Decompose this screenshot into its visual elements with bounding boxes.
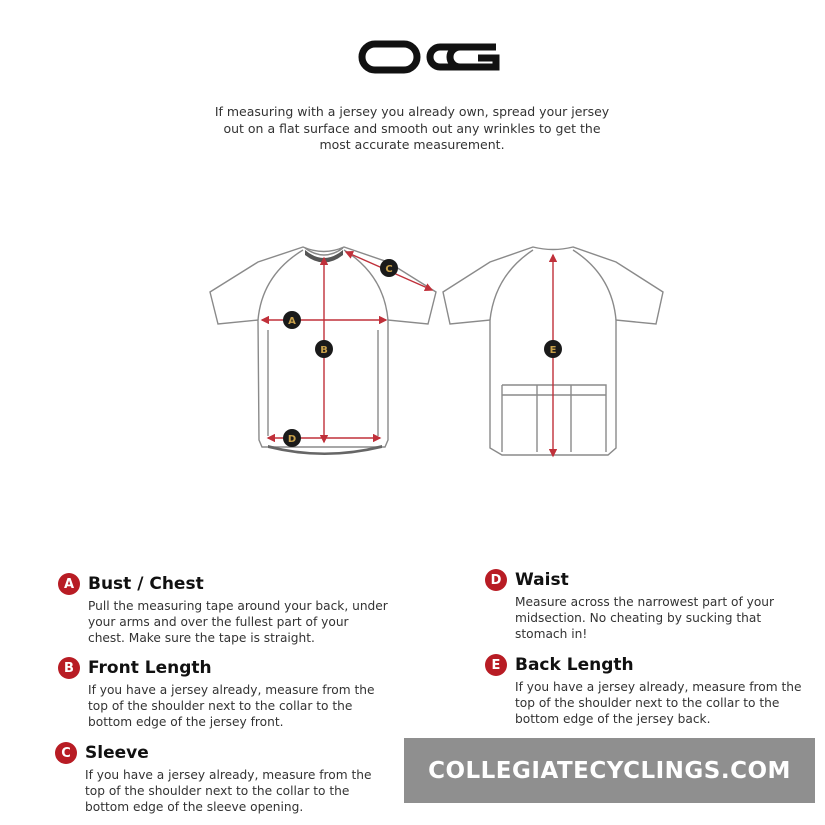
badge-a: A (58, 573, 80, 595)
measurement-desc: If you have a jersey already, measure from the top of the shoulder next to the collar to the bottom edge of the jersey front. (88, 683, 375, 729)
badge-c: C (55, 742, 77, 764)
measurement-desc: Pull the measuring tape around your back, under your arms and over the fullest part of your chest. Make sure the tape is straight. (88, 599, 388, 645)
marker-a: A (288, 316, 296, 327)
marker-d: D (287, 434, 297, 445)
measurement-title: Waist (515, 570, 569, 590)
measurement-waist (485, 569, 815, 642)
marker-e: E (549, 345, 557, 356)
measurement-desc: If you have a jersey already, measure from the top of the shoulder next to the collar to the bottom edge of the sleeve opening. (85, 768, 372, 814)
measurement-back-length (485, 654, 815, 727)
measurement-desc: If you have a jersey already, measure from the top of the shoulder next to the collar to the bottom edge of the jersey back. (515, 680, 802, 726)
badge-e: E (485, 654, 507, 676)
measurement-title: Back Length (515, 655, 634, 675)
marker-c: C (385, 264, 393, 275)
measurement-title: Bust / Chest (88, 574, 204, 594)
intro-text: If measuring with a jersey you already own, spread your jersey out on a flat surface and smooth out any wrinkles to get the most accurate measurement. (214, 104, 610, 152)
watermark-banner: COLLEGIATECYCLINGS.COM (404, 738, 815, 803)
badge-b: B (58, 657, 80, 679)
measurement-title: Front Length (88, 658, 212, 678)
jersey-diagram (0, 230, 825, 470)
measurement-title: Sleeve (85, 743, 149, 763)
measurement-sleeve (55, 742, 385, 815)
marker-b: B (320, 345, 328, 356)
measurement-desc: Measure across the narrowest part of your midsection. No cheating by sucking that stomach in! (515, 595, 775, 641)
measurement-front-length (58, 657, 388, 730)
measurement-bust (58, 573, 388, 646)
badge-d: D (485, 569, 507, 591)
ocg-logo (0, 36, 825, 86)
